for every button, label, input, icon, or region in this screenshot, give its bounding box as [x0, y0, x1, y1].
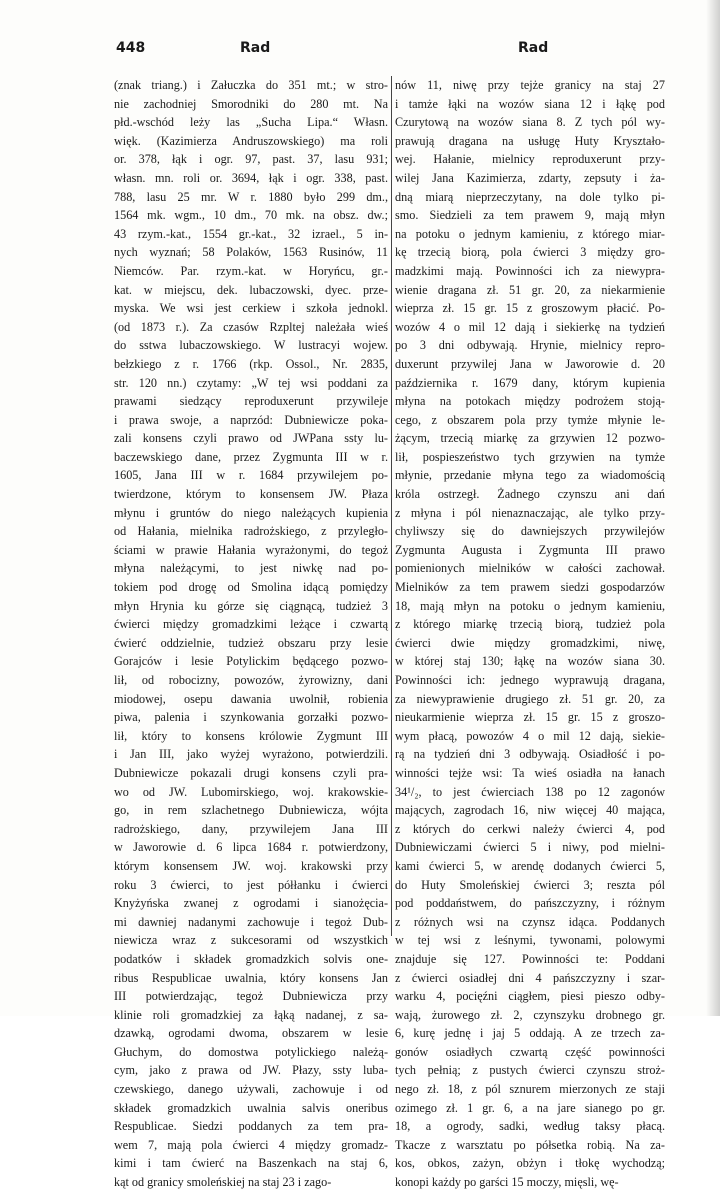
text-line: wają, żurowego zł. 2, czynszyku drobnego gr. — [395, 1007, 665, 1022]
text-line: Gorajców i lesie Potylickim będącego pozwo- — [114, 654, 388, 669]
text-line: młyna na potokach między podrożem stoją- — [395, 394, 665, 409]
text-line: żącym, trzecią miarkę za grzywien 12 pozwo- — [395, 431, 665, 446]
text-line: lił, który to konsens królowie Zygmunt III — [114, 728, 388, 743]
text-line: z których do cerkwi należy ćwierci 4, pod — [395, 821, 665, 836]
text-line: Dubniewicze pokazali drugi konsens czyli pra- — [114, 765, 388, 780]
running-head-left: Rad — [240, 40, 271, 56]
text-line: z ćwierci osiadłej dni 4 pańszczyzny i szar- — [395, 970, 665, 985]
text-line: prawami siedzący reproduxerunt przywileje — [114, 394, 388, 409]
text-line: młynu i gruntów do niego należących kupienia — [114, 505, 388, 520]
text-line: gonów osiadłych czwartą część powinności — [395, 1044, 665, 1059]
text-line: twierdzone, którym to konsensem JW. Płaza — [114, 487, 388, 502]
text-line: 1605, Jana III w r. 1684 przywilejem po- — [114, 468, 388, 483]
text-line: w której staj 130; łąkę na wozów siana 30. — [395, 654, 665, 669]
text-line: ribus Respublicae uwalnia, który konsens Jan — [114, 970, 388, 985]
text-line: Mielników za tem prawem siedzi gospodarzów — [395, 580, 665, 595]
text-line: nie zachodniej Smorodniki do 280 mt. Na — [114, 96, 388, 111]
text-line: z młyna i pól nienaznaczając, ale tylko przy- — [395, 505, 665, 520]
text-line: 43 rzym.-kat., 1554 gr.-kat., 32 izrael., 5 in- — [114, 226, 388, 241]
text-line: i Jan III, jako wyżej wyrażono, potwierdzili. — [114, 747, 388, 762]
text-line: (znak triang.) i Załuczka do 351 mt.; w stro- — [114, 78, 388, 92]
text-line: cego, z obszarem pola przy tymże młynie le- — [395, 412, 665, 427]
text-line: wym płacą, powozów 4 o mil 12 dają, siekie- — [395, 728, 665, 743]
text-line: ozimego zł. 1 gr. 6, a na jare sianego po gr. — [395, 1100, 665, 1115]
text-line: nego zł. 18, z pól sznurem mierzonych ze staji — [395, 1082, 665, 1097]
text-line: (od 1873 r.). Za czasów Rzpltej należała wieś — [114, 319, 388, 334]
text-line: czewskiego, danego używali, zachowuje i od — [114, 1082, 388, 1097]
text-line: roku 3 ćwierci, to jest półłanku i ćwierci — [114, 877, 388, 892]
text-line: lił, od robocizny, powozów, żyrowizny, dani — [114, 673, 388, 687]
text-line: mających, zagrodach 16, niw więcej 40 mająca, — [395, 803, 665, 818]
text-line: 18, a ogrody, sadki, według taksy płacą. — [395, 1119, 665, 1134]
text-line: piwa, palenia i szynkowania gorzałki pozwo- — [114, 710, 388, 725]
text-line: zali konsens czyli prawo od JWPana ssty lu- — [114, 431, 388, 446]
text-line: nów 11, niwę przy tejże granicy na staj 27 — [395, 78, 665, 92]
text-line: kąt od granicy smoleńskiej na staj 23 i zago- — [114, 1175, 332, 1190]
left-text-column — [114, 76, 388, 1190]
text-line: Powinności ich: jednego wyprawują dragana, — [395, 673, 665, 687]
page-edge-shadow — [706, 0, 720, 1016]
text-line: lił, pospieszeństwo tych grzywien na tymże — [395, 449, 665, 464]
text-line: Knyżyńska zwanej z ogrodami i sianożęcia- — [114, 896, 388, 911]
text-line: nych wyznań; 58 Polaków, 1563 Rusinów, 11 — [114, 245, 388, 260]
text-line: nieukarmienie wieprza zł. 15 gr. 15 z groszo- — [395, 710, 665, 725]
text-line: rą na tydzień dni 3 odbywają. Osiadłość i po- — [395, 747, 665, 762]
text-line: 6, kurę jednę i jaj 5 oddają. A ze trzech za- — [395, 1026, 665, 1041]
text-line: wem 7, mają pola ćwierci 4 między gromadz- — [114, 1137, 388, 1152]
text-line: cym, jako z prawa od JW. Płazy, ssty luba- — [114, 1063, 388, 1078]
text-line: str. 120 nn.) czytamy: „W tej wsi poddani za — [114, 375, 388, 390]
text-line: składek gromadzkich uwalnia salvis oneribus — [114, 1100, 388, 1115]
text-line: do sstwa lubaczowskiego. W lustracyi wojew. — [114, 338, 388, 353]
text-line: ściami w prawie Hałania wyrażonymi, do tegoż — [114, 542, 388, 557]
text-line: z różnych wsi na czynsz idąca. Poddanych — [395, 914, 665, 929]
text-line: króla ostrzegł. Żadnego czynszu ani dań — [395, 487, 665, 502]
text-line: Respublicae. Siedzi poddanych za tem pra- — [114, 1119, 388, 1134]
text-line: dną miarą nieprzeczytany, na dole tylko pi- — [395, 189, 665, 204]
text-line: wienie dragana zł. 51 gr. 20, za niekarmienie — [395, 282, 665, 297]
text-line: którym konsensem JW. woj. krakowski przy — [114, 858, 388, 873]
text-line: więk. (Kazimierza Andruszowskiego) ma roli — [114, 133, 388, 148]
text-line: tokiem pod drogę od Smolina idącą pomiędzy — [114, 580, 388, 595]
text-line: młyn Hrynia ku górze się ciągnącą, tudzież 3 — [114, 598, 388, 613]
text-line: kami ćwierci 5, w arendę dodanych ćwierci 5, — [395, 858, 665, 873]
text-line: ćwierci dwie między gromadzkimi, niwę, — [395, 635, 665, 650]
column-divider — [391, 76, 392, 936]
text-line: mi dawniej nadanymi zachowuje i tegoż Dub- — [114, 914, 388, 929]
text-line: w Jaworowie d. 6 lipca 1684 r. potwierdzony, — [114, 840, 388, 855]
text-line: Czurytową na wozów siana 8. Z tych pól wy- — [395, 115, 665, 130]
text-line: Zygmunta Augusta i Zygmunta III prawo — [395, 542, 665, 557]
text-line: za niewyprawienie drugiego zł. 51 gr. 20, za — [395, 691, 665, 706]
text-line: 34¹/₂, to jest ćwierciach 138 po 12 zagonów — [395, 784, 665, 799]
text-line: i prawa swoje, a naprzód: Dubniewicze poka- — [114, 412, 388, 427]
text-line: smo. Siedzieli za tem prawem 9, mają młyn — [395, 208, 665, 223]
text-line: kimi i tam ćwierć na Baszenkach na staj 6, — [114, 1156, 388, 1171]
text-line: i tamże łąki na wozów siana 12 i łąkę pod — [395, 96, 665, 111]
text-line: Dubniewiczami ćwierci 5 i niwy, pod mielni- — [395, 840, 665, 855]
text-line: własn. mn. roli or. 3694, łąk i ogr. 338, past. — [114, 170, 388, 185]
text-line: Niemców. Par. rzym.-kat. w Horyńcu, gr.- — [114, 263, 388, 278]
page-number: 448 — [116, 40, 146, 56]
text-line: wilej Jana Kazimierza, zdarty, zepsuty i ża- — [395, 170, 665, 185]
text-line: ćwierć oddzielnie, tudzież obszaru przy lesie — [114, 635, 388, 650]
text-line: warku 4, pocięźni ciągłem, piesi pieszo odby- — [395, 989, 665, 1004]
text-line: 18, mają młyn na potoku o jednym kamieniu, — [395, 598, 665, 613]
text-line: pomienionych mielników w całości zachował. — [395, 561, 665, 576]
text-line: konopi każdy po garści 15 moczy, mięsli, wę- — [395, 1175, 619, 1190]
text-line: dzawką, ogrodami dwoma, obszarem w lesie — [114, 1026, 388, 1041]
text-line: od Hałania, mielnika radrożskiego, z przyległo- — [114, 524, 388, 539]
text-line: duxerunt przywilej Jana w Jaworowie d. 20 — [395, 356, 665, 371]
text-line: pod poddaństwem, do pańszczyzny, i różnym — [395, 896, 665, 911]
text-line: wozów 4 o mil 12 dają i siekierkę na tydzień — [395, 319, 665, 334]
text-line: klinie roli gromadzkiej za łąką nadanej, z sa- — [114, 1007, 388, 1022]
right-text-column — [395, 76, 665, 1190]
text-line: młyna należącymi, to jest niwkę nad po- — [114, 561, 388, 576]
text-line: wo od JW. Lubomirskiego, woj. krakowskie- — [114, 784, 388, 799]
page-header — [116, 40, 661, 62]
text-line: chyliwszy się do dawniejszych przywilejów — [395, 524, 665, 539]
text-line: niewicza wraz z sukcesorami od wszystkich — [114, 933, 388, 948]
text-line: winności tejże wsi: Ta wieś osiadła na łanach — [395, 765, 665, 780]
text-line: wieprza zł. 15 gr. 15 z groszowym płacić. Po- — [395, 301, 665, 316]
text-line: kat. w miejscu, dek. lubaczowski, dyec. prze- — [114, 282, 388, 297]
running-head-right: Rad — [518, 40, 549, 56]
text-line: ćwierci między gromadzkimi leżące i czwartą — [114, 617, 388, 632]
text-line: madzkimi mają. Powinności ich za niewypra- — [395, 263, 665, 278]
text-line: or. 378, łąk i ogr. 97, past. 37, lasu 931; — [114, 152, 388, 167]
text-line: na potoku o jednym kamieniu, z którego miar- — [395, 226, 665, 241]
text-line: prawują dragana na usługę Huty Kryształo- — [395, 133, 665, 148]
text-line: po 3 dni odbywają. Hrynie, mielnicy repro- — [395, 338, 665, 353]
text-line: radrożskiego, dany, przywilejem Jana III — [114, 821, 388, 836]
text-line: płd.-wschód leży las „Sucha Lipa.“ Własn. — [114, 115, 388, 130]
text-line: Tkacze z warsztatu po półsetka robią. Na za- — [395, 1137, 665, 1152]
text-line: III potwierdzając, tegoż Dubniewicza przy — [114, 989, 388, 1004]
text-line: miodowej, osepu dawania uwolnił, robienia — [114, 691, 388, 706]
text-line: 788, lasu 25 mr. W r. 1880 było 299 dm., — [114, 189, 388, 204]
text-line: do Huty Smoleńskiej ćwierci 3; reszta pól — [395, 877, 665, 892]
text-line: kos, obkos, zażyn, obżyn i tłokę wychodzą; — [395, 1156, 665, 1171]
text-line: w tej wsi z leśnymi, tywonami, polowymi — [395, 933, 665, 948]
text-line: tych pełnią; z pustych ćwierci czynszu stroż- — [395, 1063, 665, 1078]
text-line: go, in rem szlachetnego Dubniewicza, wójta — [114, 803, 388, 818]
text-line: baczewskiego dane, przez Zygmunta III w r. — [114, 449, 388, 464]
text-line: myska. We wsi jest cerkiew i szkoła jednokl. — [114, 301, 388, 316]
text-line: młynie, przedanie młyna tego za wiadomością — [395, 468, 665, 483]
text-line: wej. Hałanie, mielnicy reproduxerunt przy- — [395, 152, 665, 167]
text-line: kę trzecią biorą, pola ćwierci 3 między gro- — [395, 245, 665, 260]
text-line: 1564 mk. wgm., 10 dm., 70 mk. na obsz. dw.; — [114, 208, 388, 223]
text-line: Głuchym, do domostwa potylickiego należą- — [114, 1044, 388, 1059]
text-line: podatków i składek gromadzkich solvis one- — [114, 951, 388, 966]
text-line: października r. 1679 dany, którym kupienia — [395, 375, 665, 390]
text-line: znajduje się 127. Powinności te: Poddani — [395, 951, 665, 966]
text-line: bełzkiego z r. 1766 (rkp. Ossol., Nr. 2835, — [114, 356, 388, 371]
text-line: z którego miarkę trzecią biorą, tudzież pola — [395, 617, 665, 632]
